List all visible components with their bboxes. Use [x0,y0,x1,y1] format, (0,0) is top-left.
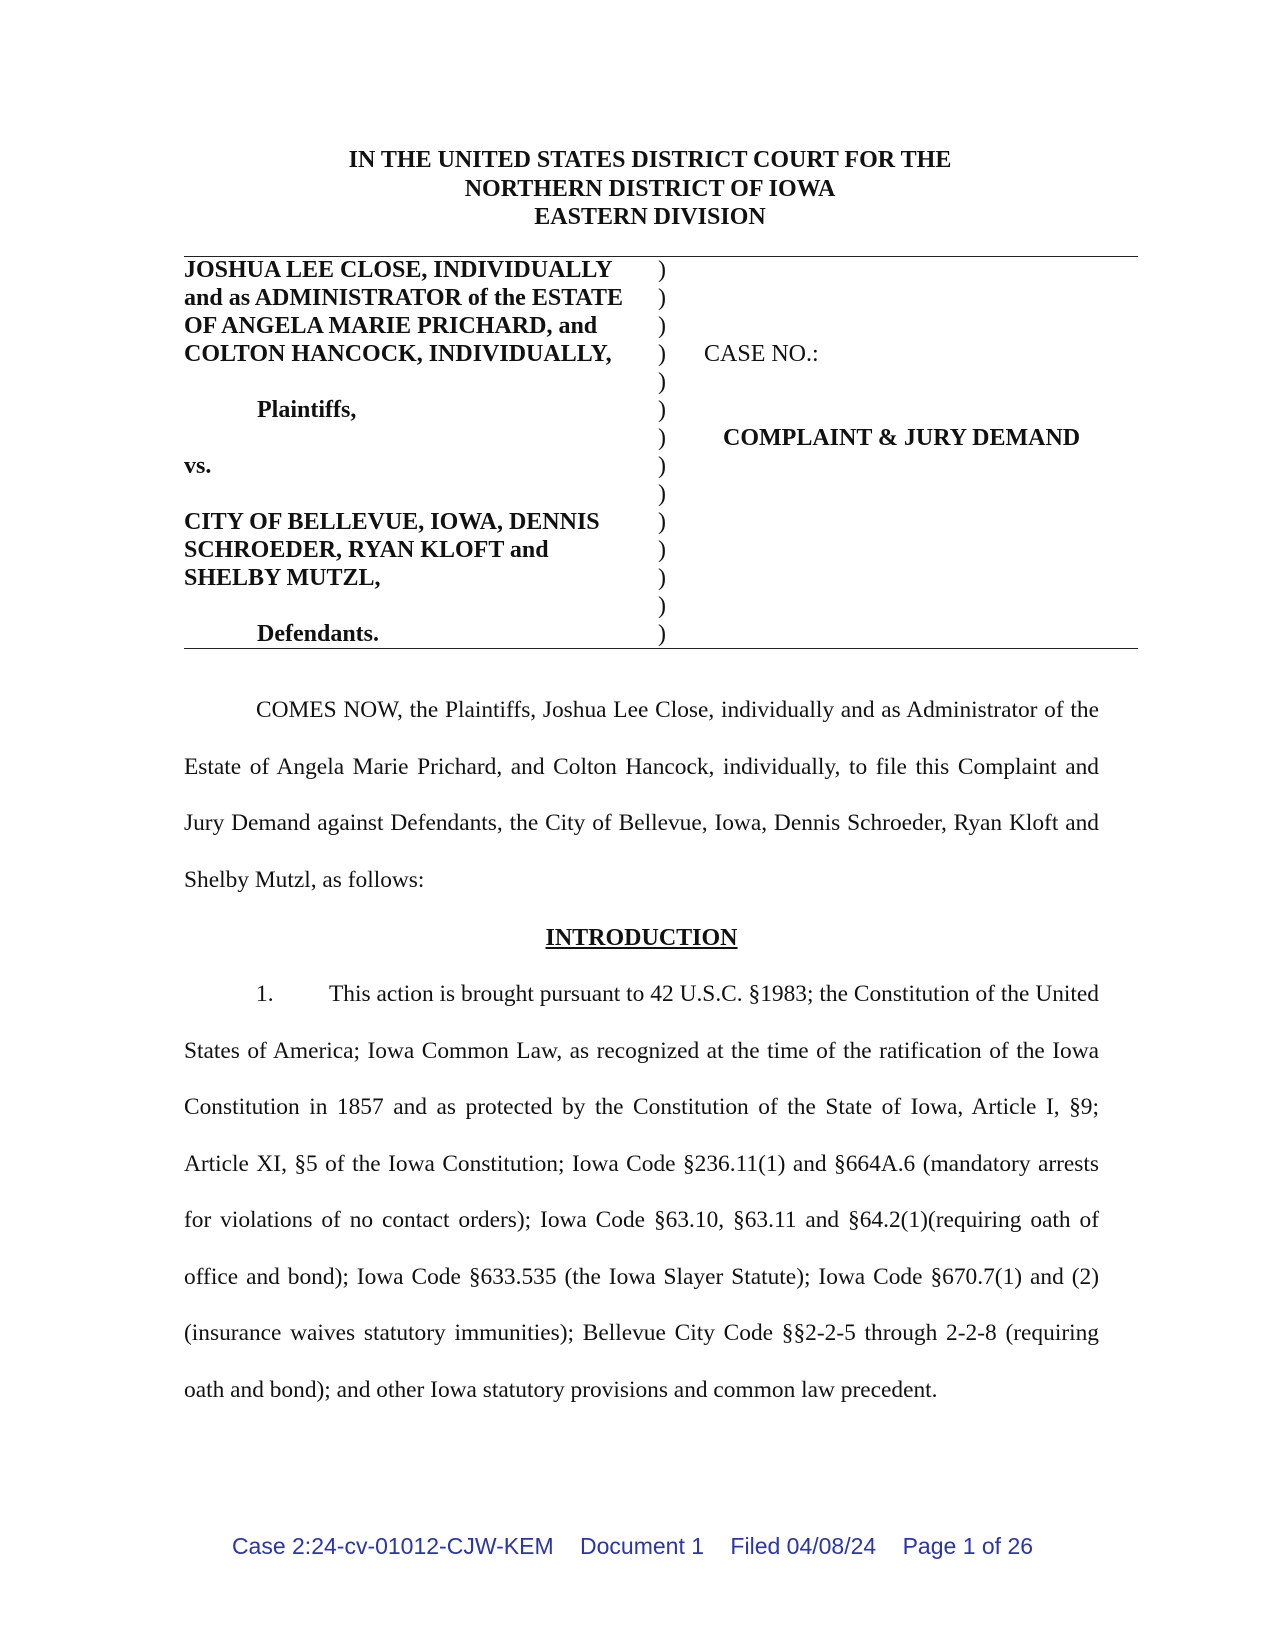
caption-paren: ) [658,593,666,619]
caption-paren-column [658,256,666,648]
defendant-line: SHELBY MUTZL, [184,565,381,591]
caption-paren: ) [658,565,666,591]
caption-paren: ) [658,453,666,479]
caption-paren: ) [658,369,666,395]
caption-paren: ) [658,509,666,535]
defendant-line: SCHROEDER, RYAN KLOFT and [184,537,549,563]
court-division-line: EASTERN DIVISION [534,204,766,230]
ecf-footer-stamp [0,1533,1265,1560]
caption-paren: ) [658,341,666,367]
caption-paren: ) [658,285,666,311]
plaintiff-line: JOSHUA LEE CLOSE, INDIVIDUALLY [184,257,613,283]
defendants-label: Defendants. [257,621,380,647]
paragraph-number: 1. [256,981,274,1007]
section-title: INTRODUCTION [545,925,738,951]
paragraph-text: This action is brought pursuant to 42 U.S.C. §1983; the Constitution of the United States of America; Iowa Common Law, as recognized at the time of the ratification of the Iowa Constitution in 1857 and as protected by the Constitution of the State of Iowa, Article I, §9; Article XI, §5 of the Iowa Constitution; Iowa Code §236.11(1) and §664A.6 (mandatory arrests for violations of no contact orders); Iowa Code §63.10, §63.11 and §64.2(1)(requiring oath of office and bond); Iowa Code §633.535 (the Iowa Slayer Statute); Iowa Code §670.7(1) and (2) (insurance waives statutory immunities); Bellevue City Code §§2-2-5 through 2-2-8 (requiring oath and bond); and other Iowa statutory provisions and common law precedent. [184,981,1099,1403]
caption-paren: ) [658,537,666,563]
caption-paren: ) [658,425,666,451]
paragraph-1 [184,966,1099,1418]
caption-paren: ) [658,481,666,507]
caption-paren: ) [658,621,666,647]
footer-page-number: Page 1 of 26 [902,1533,1034,1559]
plaintiff-line: and as ADMINISTRATOR of the ESTATE [184,285,623,311]
court-header [180,146,1120,232]
plaintiff-line: OF ANGELA MARIE PRICHARD, and [184,313,598,339]
footer-document: Document 1 [580,1533,705,1559]
document-type: COMPLAINT & JURY DEMAND [723,425,1081,451]
versus-label: vs. [184,453,212,479]
case-number-label: CASE NO.: [704,341,819,367]
court-name-line: IN THE UNITED STATES DISTRICT COURT FOR THE [348,147,952,173]
defendant-line: CITY OF BELLEVUE, IOWA, DENNIS [184,509,600,535]
caption-paren: ) [658,397,666,423]
court-district-line: NORTHERN DISTRICT OF IOWA [464,175,836,202]
intro-paragraph: COMES NOW, the Plaintiffs, Joshua Lee Close, individually and as Administrator of the Estate of Angela Marie Prichard, and Colton Hancock, individually, to file this Complaint and Jury Demand against Defendants, the City of Bellevue, Iowa, Dennis Schroeder, Ryan Kloft and Shelby Mutzl, as follows: [184,697,1099,893]
footer-filed-date: Filed 04/08/24 [730,1533,877,1559]
caption-paren: ) [658,313,666,339]
caption-bottom-rule [184,648,1138,649]
plaintiffs-label: Plaintiffs, [257,397,357,423]
footer-case-number: Case 2:24-cv-01012-CJW-KEM [231,1533,554,1559]
plaintiff-line: COLTON HANCOCK, INDIVIDUALLY, [184,341,612,367]
caption-paren: ) [658,257,666,283]
case-caption-parties [184,256,623,648]
